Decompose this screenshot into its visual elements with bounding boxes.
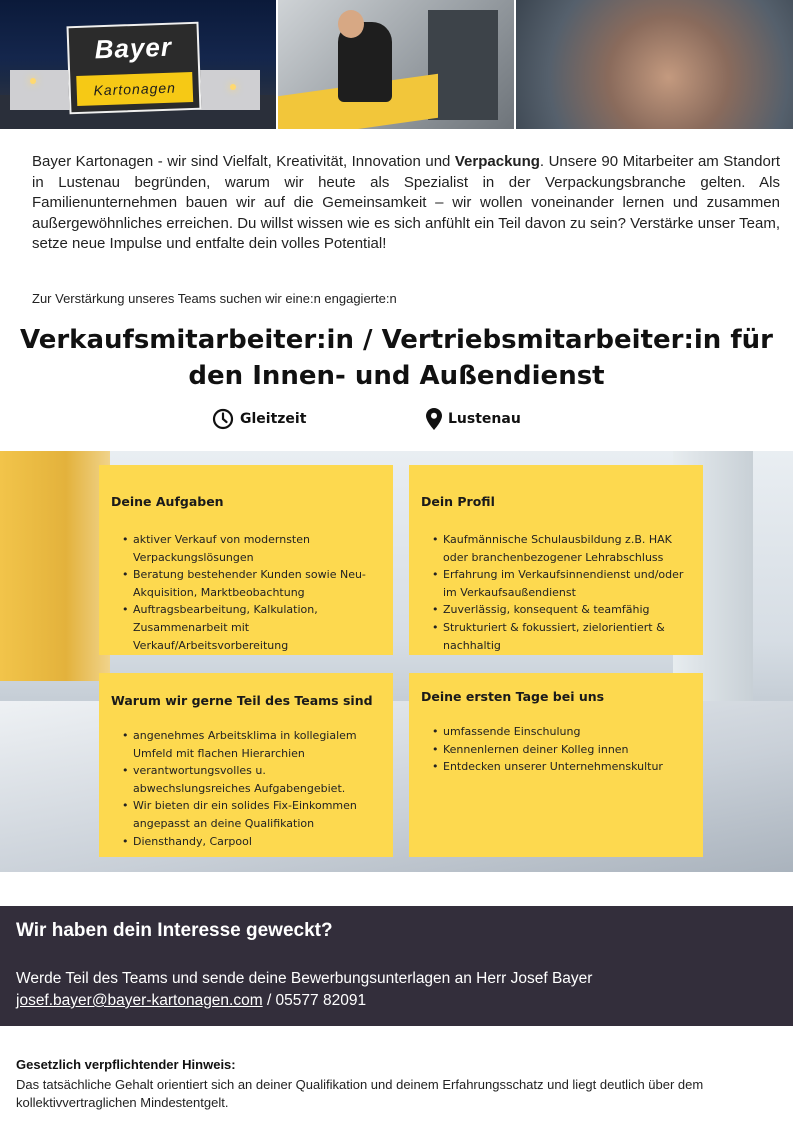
- card-profile: [409, 465, 703, 655]
- worktime-info: [212, 408, 306, 430]
- list-item: • Diensthandy, Carpool: [133, 833, 381, 851]
- list-item: • Entdecken unserer Unternehmenskultur: [443, 758, 691, 776]
- list-item: • angenehmes Arbeitsklima in kollegialem Umfeld mit flachen Hierarchien: [133, 727, 381, 762]
- location-pin-icon: [426, 408, 442, 430]
- legal-notice-text: Das tatsächliche Gehalt orientiert sich an deiner Qualifikation und deinem Erfahrungsschatz und liegt deutlich über dem kollektivvertraglichen Mindestentgelt.: [16, 1077, 704, 1111]
- list-item: • Kennenlernen deiner Kolleg innen: [443, 741, 691, 759]
- list-item: • Strukturiert & fokussiert, zielorientiert & nachhaltig: [443, 619, 691, 654]
- card-why: [99, 673, 393, 857]
- email-link[interactable]: josef.bayer@bayer-kartonagen.com: [16, 992, 263, 1009]
- company-logo: Bayer Kartonagen: [67, 22, 202, 115]
- lead-sentence: Zur Verstärkung unseres Teams suchen wir eine:n engagierte:n: [32, 291, 397, 306]
- team-hands-photo: [516, 0, 793, 129]
- list-item: • Erfahrung im Verkaufsinnendienst und/oder im Verkaufsaußendienst: [443, 566, 691, 601]
- contact-details: [16, 992, 366, 1010]
- header-image-strip: [0, 0, 793, 129]
- contact-text: Werde Teil des Teams und sende deine Bewerbungsunterlagen an Herr Josef Bayer: [16, 970, 593, 987]
- intro-paragraph: Bayer Kartonagen - wir sind Vielfalt, Kreativität, Innovation und Verpackung. Unsere 90 Mitarbeiter am Standort in Lustenau begründen, warum wir heute als Spezialist in der Verpackungsbranche gelten. Als Familienunternehmen bauen wir auf die Gemeinsamkeit – wir wollen voneinander lernen und zusammen außergewöhnliches erreichen. Du willst wissen wie es sich anfühlt ein Teil davon zu sein? Verstärke unser Team, setze neue Impulse und entfalte dein volles Potential!: [32, 153, 780, 253]
- location-info: [426, 408, 521, 430]
- legal-notice-title: Gesetzlich verpflichtender Hinweis:: [16, 1057, 236, 1072]
- worktime-label: Gleitzeit: [240, 411, 307, 427]
- list-item: • verantwortungsvolles u. abwechslungsreiches Aufgabengebiet.: [133, 762, 381, 797]
- company-building-photo: [0, 0, 276, 129]
- list-item: • aktiver Verkauf von modernsten Verpackungslösungen: [133, 531, 381, 566]
- contact-section: [0, 906, 793, 1026]
- phone-number: / 05577 82091: [262, 992, 367, 1009]
- production-worker-photo: [278, 0, 514, 129]
- card-why-heading: Warum wir gerne Teil des Teams sind: [111, 693, 373, 708]
- list-item: • Zuverlässig, konsequent & teamfähig: [443, 601, 691, 619]
- card-tasks: [99, 465, 393, 655]
- card-first-days: [409, 673, 703, 857]
- contact-heading: Wir haben dein Interesse geweckt?: [16, 920, 333, 941]
- list-item: • Beratung bestehender Kunden sowie Neu-Akquisition, Marktbeobachtung: [133, 566, 381, 601]
- card-first-days-heading: Deine ersten Tage bei uns: [421, 689, 605, 704]
- card-profile-heading: Dein Profil: [421, 494, 495, 509]
- location-label: Lustenau: [448, 411, 521, 427]
- clock-icon: [212, 408, 234, 430]
- card-tasks-heading: Deine Aufgaben: [111, 494, 224, 509]
- list-item: • Auftragsbearbeitung, Kalkulation, Zusammenarbeit mit Verkauf/Arbeitsvorbereitung: [133, 601, 381, 654]
- list-item: • Wir bieten dir ein solides Fix-Einkommen angepasst an deine Qualifikation: [133, 797, 381, 832]
- list-item: • Kaufmännische Schulausbildung z.B. HAK oder branchenbezogener Lehrabschluss: [443, 531, 691, 566]
- job-title: Verkaufsmitarbeiter:in / Vertriebsmitarbeiter:in für den Innen- und Außendienst: [20, 325, 773, 392]
- list-item: • umfassende Einschulung: [443, 723, 691, 741]
